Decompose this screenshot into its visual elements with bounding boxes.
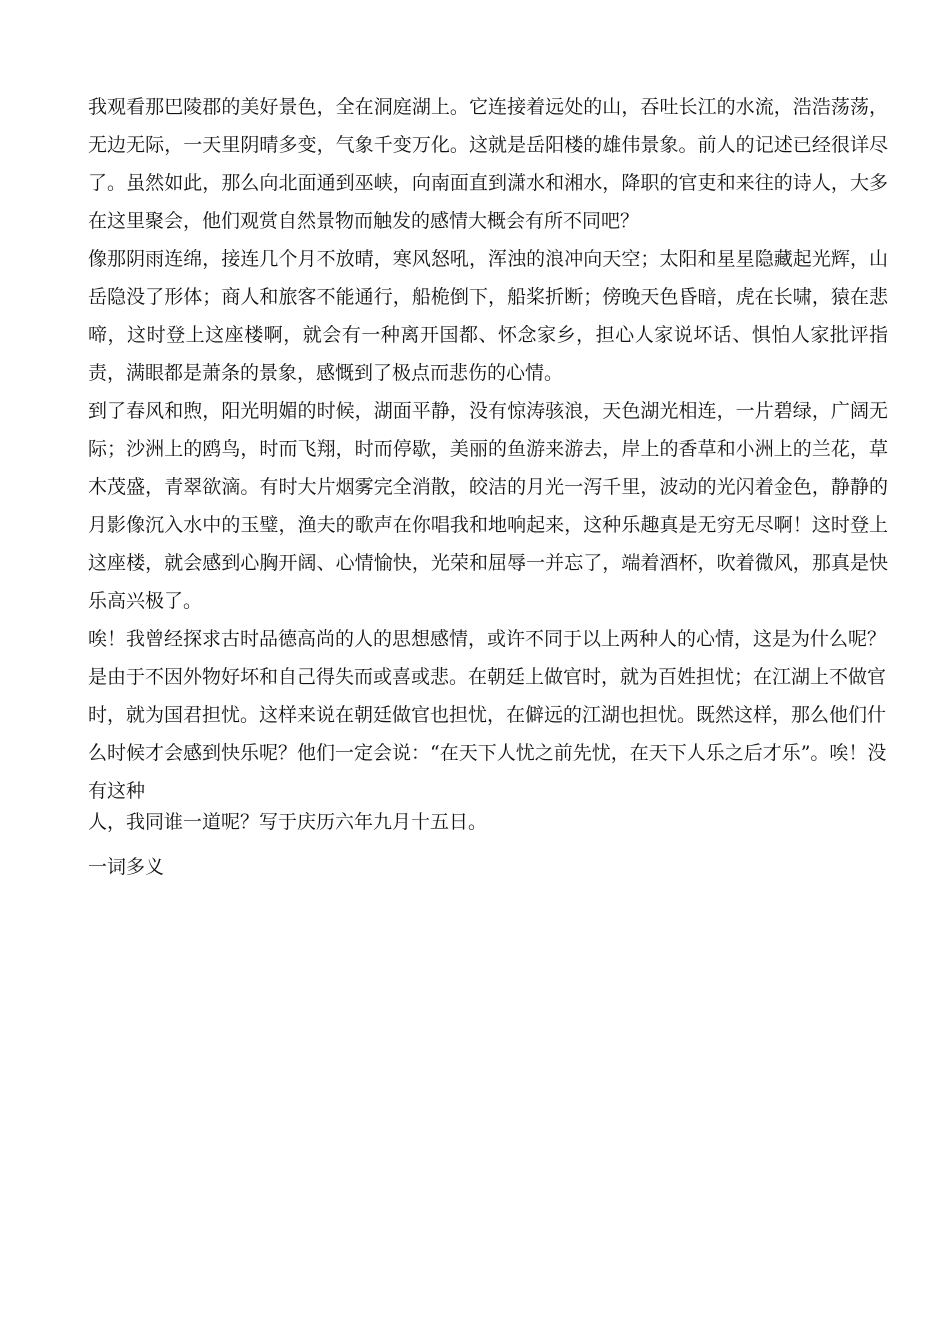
paragraph-1: 我观看那巴陵郡的美好景色，全在洞庭湖上。它连接着远处的山，吞吐长江的水流，浩浩荡荡，无边无际，一天里阴晴多变，气象千变万化。这就是岳阳楼的雄伟景象。前人的记述已经很详尽了。虽然如此，那么向北面通到巫峡，向南面直到潇水和湘水，降职的官吏和来往的诗人，大多在这里聚会，他们观赏自然景物而触发的感情大概会有所不同吧？	[88, 96, 888, 232]
paragraph-4-text: 唉！我曾经探求古时品德高尚的人的思想感情，或许不同于以上两种人的心情，这是为什么呢？是由于不因外物好坏和自己得失而或喜或悲。在朝廷上做官时，就为百姓担忧；在江湖上不做官时，就为国君担忧。这样来说在朝廷做官也担忧，在僻远的江湖也担忧。既然这样，那么他们什么时候才会感到快乐呢？他们一定会说：“在天下人忧之前先忧，在天下人乐之后才乐”。唉！没有这种	[88, 628, 887, 802]
paragraph-3: 到了春风和煦，阳光明媚的时候，湖面平静，没有惊涛骇浪，天色湖光相连，一片碧绿，广阔无际；沙洲上的鸥鸟，时而飞翔，时而停歇，美丽的鱼游来游去，岸上的香草和小洲上的兰花，草木茂盛，青翠欲滴。有时大片烟雾完全消散，皎洁的月光一泻千里，波动的光闪着金色，静静的月影像沉入水中的玉璧，渔夫的歌声在你唱我和地响起来，这种乐趣真是无穷无尽啊！这时登上这座楼，就会感到心胸开阔、心情愉快，光荣和屈辱一并忘了，端着酒杯，吹着微风，那真是快乐高兴极了。	[88, 400, 888, 612]
paragraph-2: 像那阴雨连绵，接连几个月不放晴，寒风怒吼，浑浊的浪冲向天空；太阳和星星隐藏起光辉，山岳隐没了形体；商人和旅客不能通行，船桅倒下，船桨折断；傍晚天色昏暗，虎在长啸，猿在悲啼，这时登上这座楼啊，就会有一种离开国都、怀念家乡，担心人家说坏话、惧怕人家批评指责，满眼都是萧条的景象，感慨到了极点而悲伤的心情。	[88, 248, 888, 384]
document-page	[88, 88, 888, 886]
paragraph-4	[88, 620, 888, 834]
paragraph-4-continuation: 人，我同谁一道呢？写于庆历六年九月十五日。	[88, 811, 488, 833]
section-heading: 一词多义	[88, 856, 165, 878]
